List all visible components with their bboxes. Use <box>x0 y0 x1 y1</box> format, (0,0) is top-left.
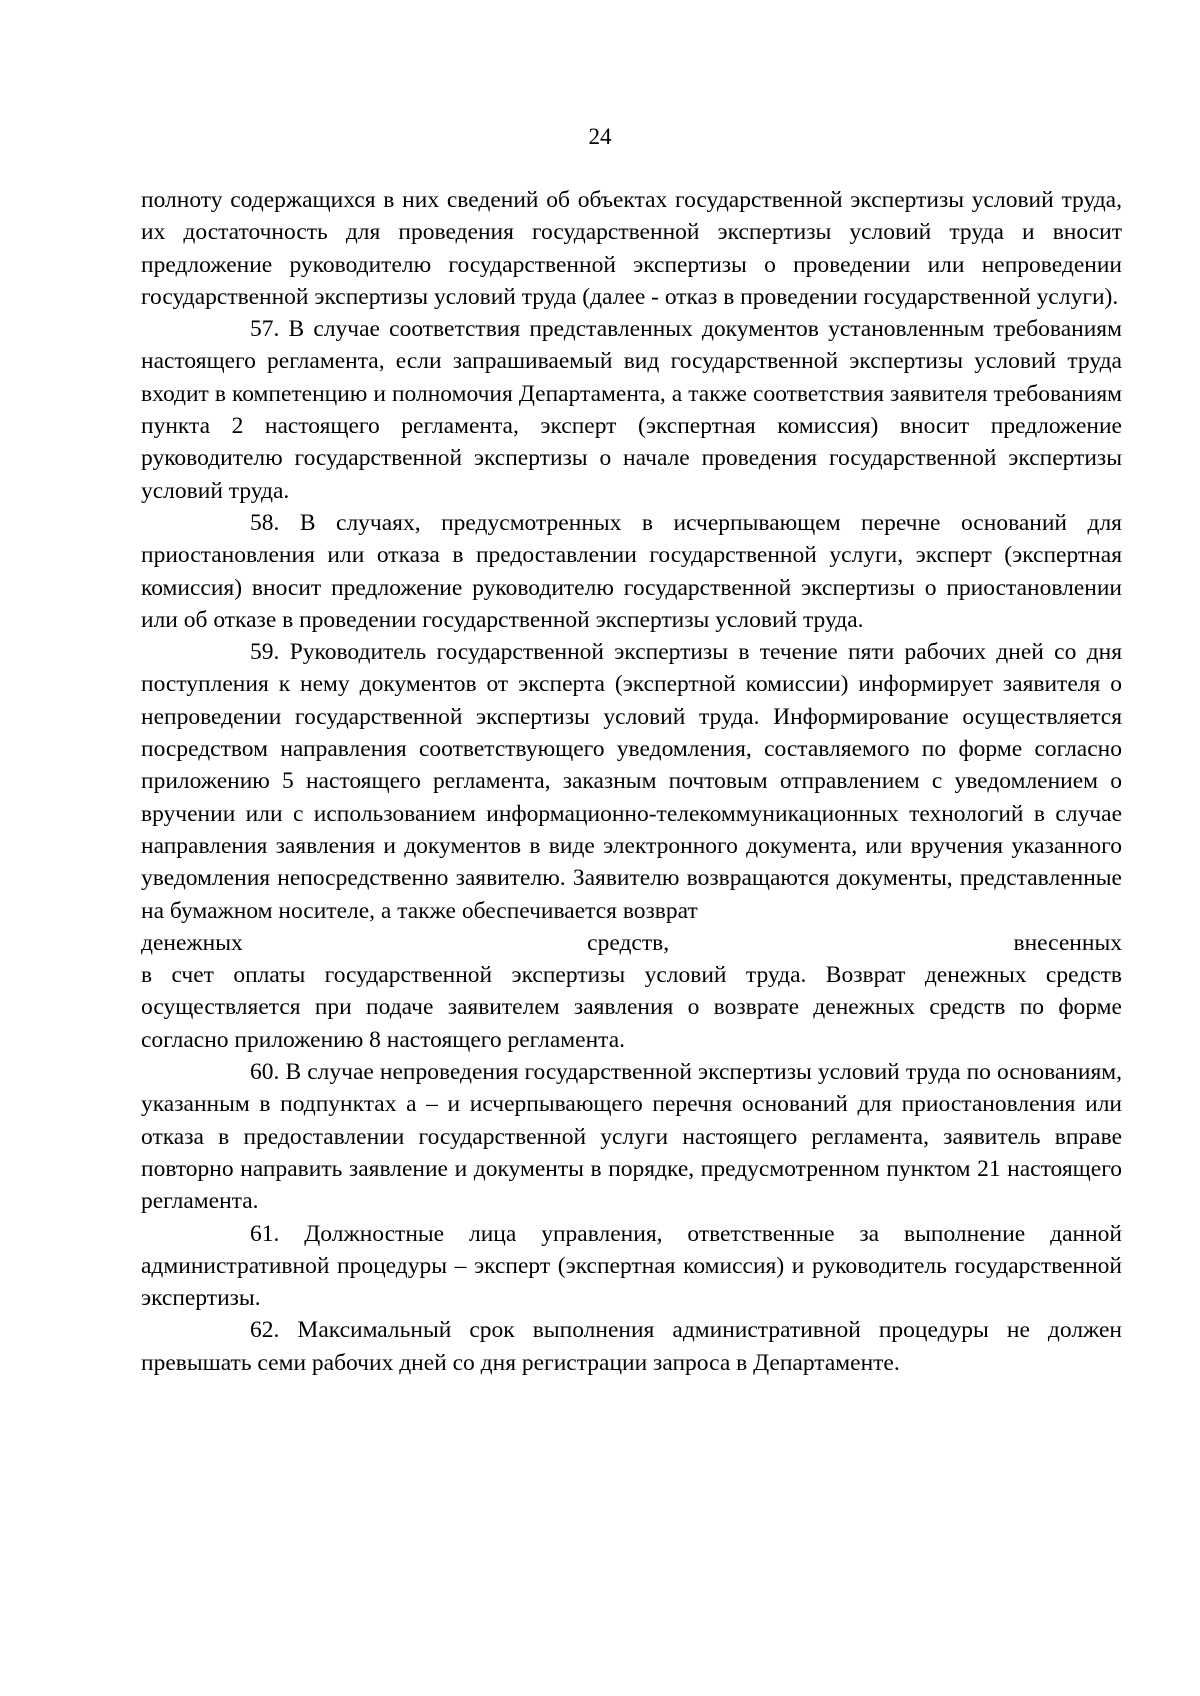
paragraph-59-continued: в счет оплаты государственной экспертизы условий труда. Возврат денежных средств осуществляется при подаче заявителем заявления о возврате денежных средств по форме согласно приложению 8 настоящего регламента. <box>141 962 1122 1053</box>
document-body <box>141 184 1122 1379</box>
spread-word-3: внесенных <box>1013 929 1122 956</box>
paragraph-60: 60. В случае непроведения государственной экспертизы условий труда по основаниям, указанным в подпунктах а – и исчерпывающего перечня оснований для приостановления или отказа в предоставлении государственной услуги настоящего регламента, заявитель вправе повторно направить заявление и документы в порядке, предусмотренном пунктом 21 настоящего регламента. <box>141 1059 1122 1215</box>
paragraph-61: 61. Должностные лица управления, ответственные за выполнение данной административной процедуры – эксперт (экспертная комиссия) и руководитель государственной экспертизы. <box>141 1220 1122 1312</box>
spread-word-2: средств, <box>587 929 670 956</box>
paragraph-58: 58. В случаях, предусмотренных в исчерпывающем перечне оснований для приостановления или отказа в предоставлении государственной услуги, эксперт (экспертная комиссия) вносит предложение руководителю государственной экспертизы о приостановлении или об отказе в проведении государственной экспертизы условий труда. <box>141 509 1122 633</box>
spread-word-1: денежных <box>141 929 243 956</box>
paragraph-continuation: полноту содержащихся в них сведений об объектах государственной экспертизы условий труда, их достаточность для проведения государственной экспертизы условий труда и вносит предложение руководителю государственной экспертизы о проведении или непроведении государственной экспертизы условий труда (далее - отказ в проведении государственной услуги). <box>141 187 1122 310</box>
paragraph-59: 59. Руководитель государственной экспертизы в течение пяти рабочих дней со дня поступления к нему документов от эксперта (экспертной комиссии) информирует заявителя о непроведении государственной экспертизы условий труда. Информирование осуществляется посредством направления соответствующего уведомления, составляемого по форме согласно приложению 5 настоящего регламента, заказным почтовым отправлением с уведомлением о вручении или с использованием информационно-телекоммуникационных технологий в случае направления заявления и документов в виде электронного документа, или вручения указанного уведомления непосредственно заявителю. Заявителю возвращаются документы, представленные на бумажном носителе, а также обеспечивается возврат <box>141 639 1122 924</box>
paragraph-57: 57. В случае соответствия представленных документов установленным требованиям настоящего регламента, если запрашиваемый вид государственной экспертизы условий труда входит в компетенцию и полномочия Департамента, а также соответствия заявителя требованиям пункта 2 настоящего регламента, эксперт (экспертная комиссия) вносит предложение руководителю государственной экспертизы о начале проведения государственной экспертизы условий труда. <box>141 316 1122 504</box>
page-number: 24 <box>588 124 612 149</box>
paragraph-62: 62. Максимальный срок выполнения административной процедуры не должен превышать семи рабочих дней со дня регистрации запроса в Департаменте. <box>141 1317 1122 1376</box>
paragraph-59-spread-line <box>141 927 1122 959</box>
